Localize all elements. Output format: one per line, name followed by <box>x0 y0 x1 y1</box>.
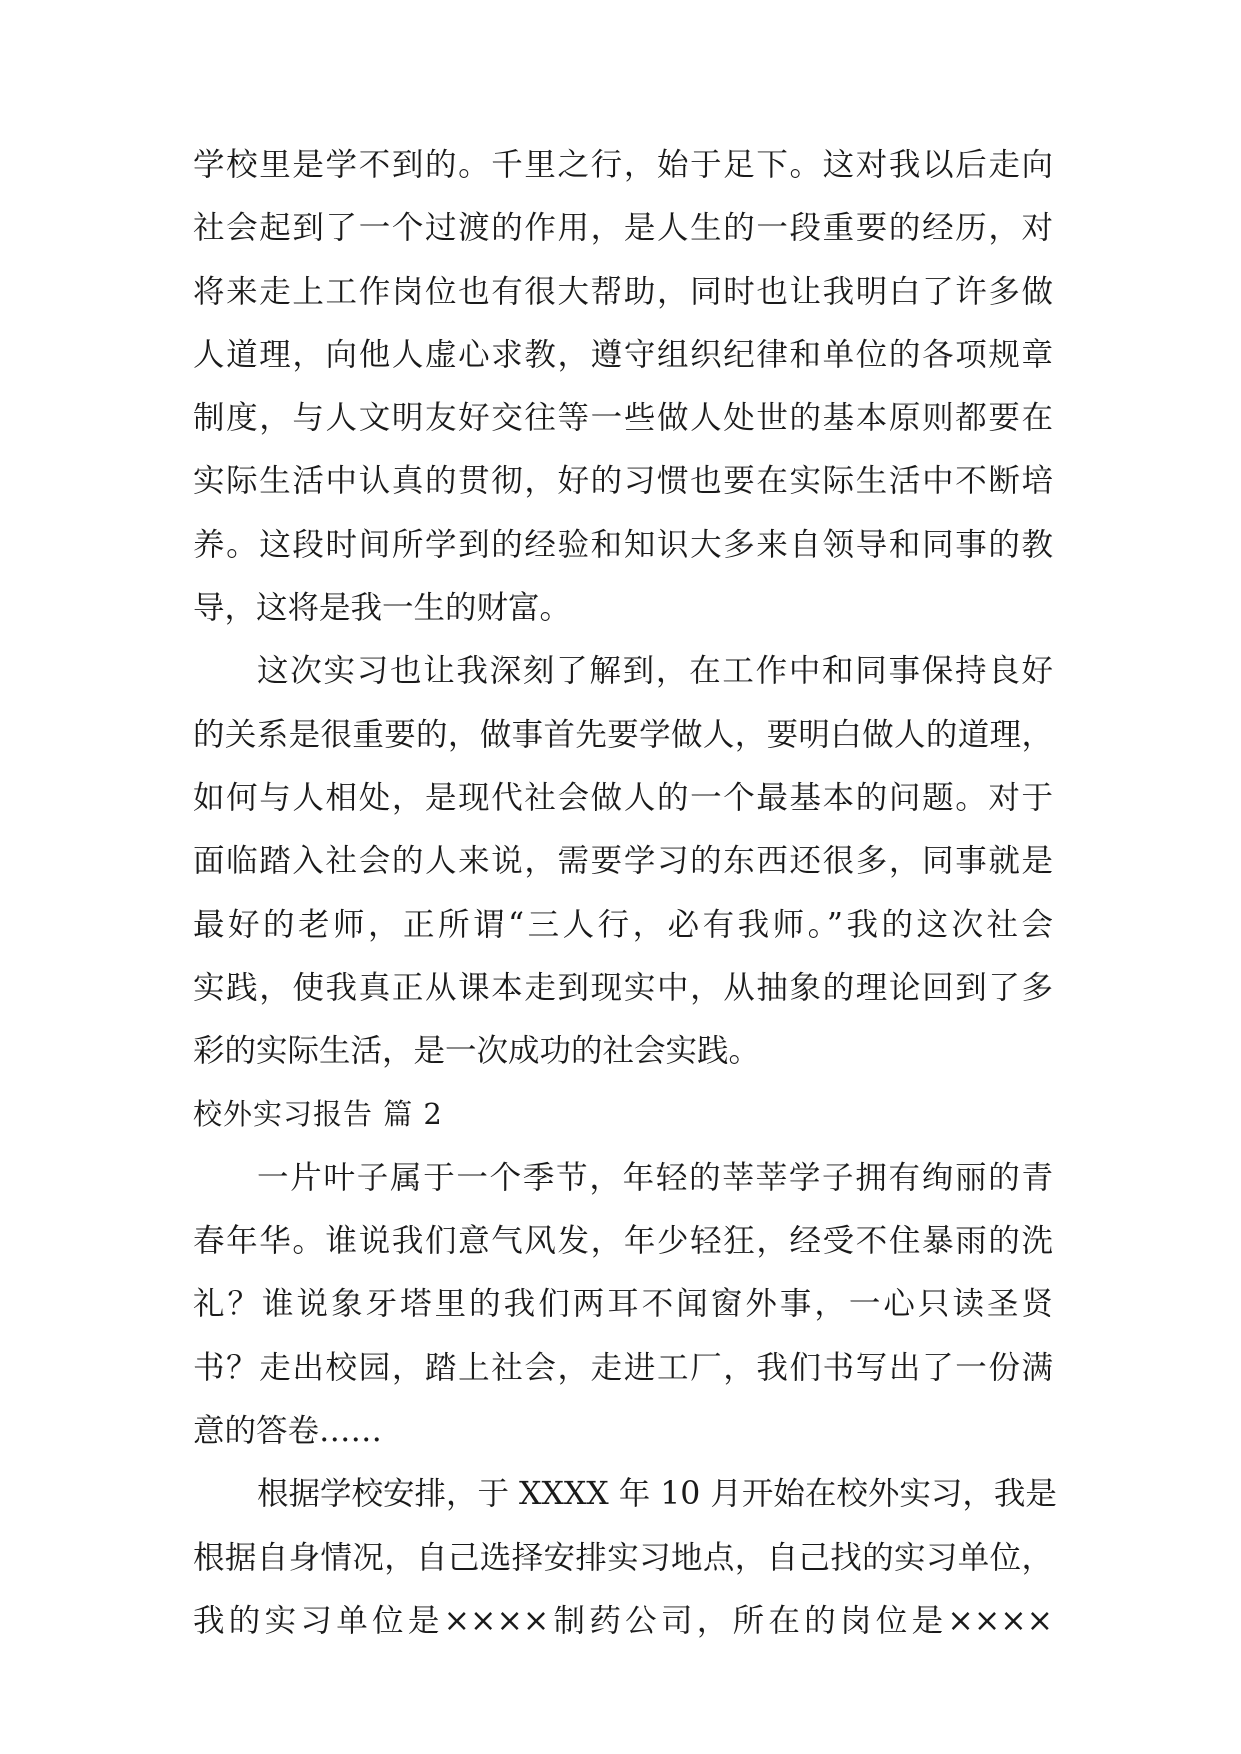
text-line: 制度，与人文明友好交往等一些做人处世的基本原则都要在 <box>193 400 1053 437</box>
text-line: 实际生活中认真的贯彻，好的习惯也要在实际生活中不断培 <box>193 463 1053 500</box>
text-line: 实践，使我真正从课本走到现实中，从抽象的理论回到了多 <box>193 969 1053 1006</box>
text-line: 彩的实际生活，是一次成功的社会实践。 <box>193 1033 761 1070</box>
text-line: 根据自身情况，自己选择安排实习地点，自己找的实习单位， <box>193 1539 1053 1576</box>
paragraph-3 <box>193 1147 1053 1463</box>
paragraph-2 <box>193 640 1053 1083</box>
text-line: 书？走出校园，踏上社会，走进工厂，我们书写出了一份满 <box>193 1349 1053 1386</box>
text-line: 的关系是很重要的，做事首先要学做人，要明白做人的道理， <box>193 716 1053 753</box>
text-line: 面临踏入社会的人来说，需要学习的东西还很多，同事就是 <box>193 843 1053 880</box>
text-line: 这次实习也让我深刻了解到，在工作中和同事保持良好 <box>257 653 1053 690</box>
text-line: 社会起到了一个过渡的作用，是人生的一段重要的经历，对 <box>193 210 1053 247</box>
text-line: 一片叶子属于一个季节，年轻的莘莘学子拥有绚丽的青 <box>257 1159 1053 1196</box>
paragraph-1 <box>193 134 1053 640</box>
text-line: 养。这段时间所学到的经验和知识大多来自领导和同事的教 <box>193 526 1053 563</box>
paragraph-4 <box>193 1463 1057 1653</box>
text-line: 将来走上工作岗位也有很大帮助，同时也让我明白了许多做 <box>193 273 1053 310</box>
text-line: 意的答卷…… <box>193 1412 383 1449</box>
text-line: 如何与人相处，是现代社会做人的一个最基本的问题。对于 <box>193 779 1053 816</box>
text-line: 礼？谁说象牙塔里的我们两耳不闻窗外事，一心只读圣贤 <box>193 1286 1053 1323</box>
text-line: 导，这将是我一生的财富。 <box>193 590 572 627</box>
document-body <box>193 134 1057 1653</box>
text-line: 学校里是学不到的。千里之行，始于足下。这对我以后走向 <box>193 147 1053 183</box>
text-line: 我的实习单位是××××制药公司，所在的岗位是×××× <box>193 1602 1053 1639</box>
text-line: 人道理，向他人虚心求教，遵守组织纪律和单位的各项规章 <box>193 336 1053 373</box>
text-line: 春年华。谁说我们意气风发，年少轻狂，经受不住暴雨的洗 <box>193 1223 1053 1260</box>
text-line: 最好的老师，正所谓“三人行，必有我师。”我的这次社会 <box>193 906 1053 943</box>
text-line: 根据学校安排，于 XXXX 年 10 月开始在校外实习，我是 <box>257 1476 1057 1513</box>
section-heading: 校外实习报告 篇 2 <box>193 1097 443 1132</box>
